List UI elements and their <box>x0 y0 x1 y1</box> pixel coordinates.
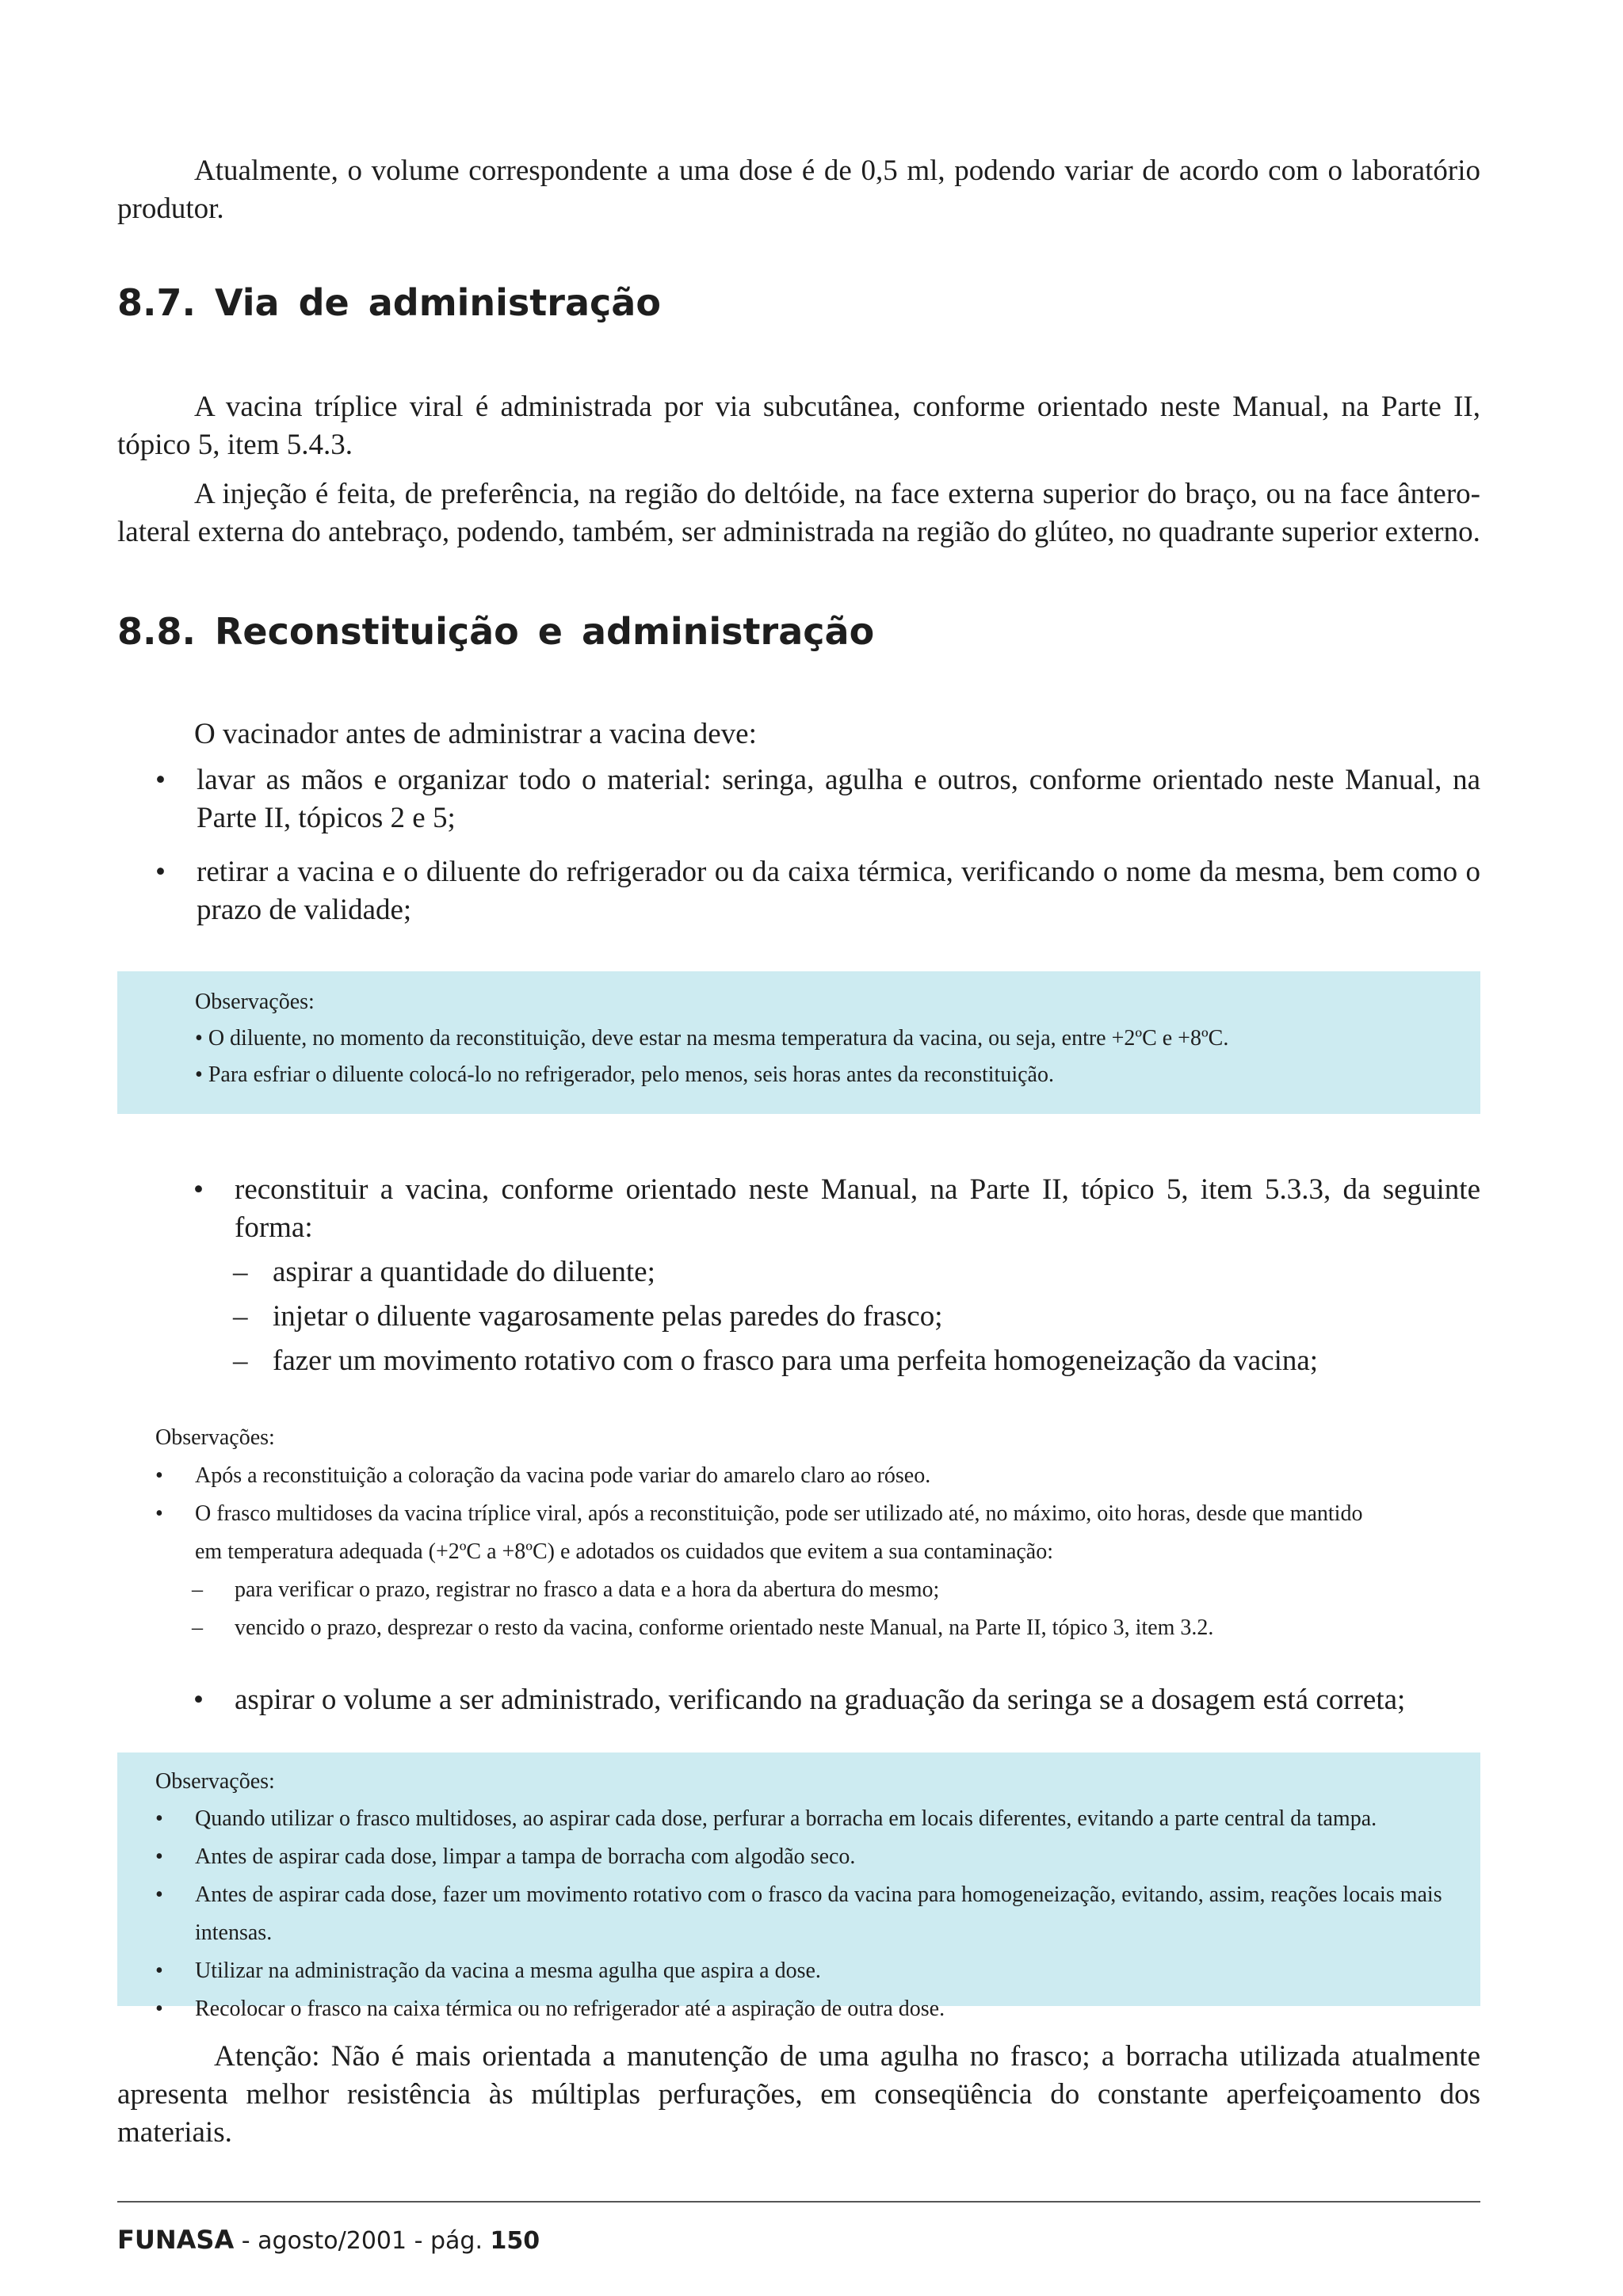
bullet-icon: • <box>155 1882 163 1907</box>
bullet-icon: • <box>193 1684 204 1716</box>
list-item <box>117 1838 1449 1876</box>
observation-text: Utilizar na administração da vacina a mesma agulha que aspira a dose. <box>195 1958 821 1983</box>
bullet-icon: • <box>155 1844 163 1869</box>
observation-continuation: em temperatura adequada (+2ºC a +8ºC) e adotados os cuidados que evitem a sua contaminação: <box>195 1539 1054 1564</box>
observation-subtext: para verificar o prazo, registrar no frasco a data e a hora da abertura do mesmo; <box>235 1577 940 1602</box>
list-item <box>117 1800 1449 1838</box>
observation-text: Antes de aspirar cada dose, fazer um movimento rotativo com o frasco da vacina para homogeneização, evitando, assim, reações locais mais intensas. <box>195 1882 1442 1945</box>
footer-rule <box>117 2201 1480 2203</box>
observation-subtext: vencido o prazo, desprezar o resto da vacina, conforme orientado neste Manual, na Parte II, tópico 3, item 3.2. <box>235 1615 1214 1640</box>
list-item <box>117 761 1480 837</box>
observations-box-1 <box>117 971 1480 1114</box>
bullet-icon: • <box>195 1026 203 1051</box>
dash-icon: – <box>192 1577 203 1602</box>
observation-text: O diluente, no momento da reconstituição, deve estar na mesma temperatura da vacina, ou seja, entre +2ºC e +8ºC. <box>208 1026 1229 1051</box>
step-text: injetar o diluente vagarosamente pelas paredes do frasco; <box>273 1300 943 1333</box>
observations-title: Observações: <box>155 1769 275 1794</box>
observations-title: Observações: <box>155 1425 275 1450</box>
bullet-icon: • <box>155 1806 163 1831</box>
list-item <box>117 1298 1480 1336</box>
list-item <box>195 1057 1480 1093</box>
observation-text: Para esfriar o diluente colocá-lo no refrigerador, pelo menos, seis horas antes da reconstituição. <box>208 1062 1054 1087</box>
bullet-icon: • <box>193 1173 204 1206</box>
dash-icon: – <box>233 1344 248 1377</box>
bullet-icon: • <box>155 856 166 888</box>
footer-brand: FUNASA <box>117 2225 235 2255</box>
list-item <box>117 1571 1480 1609</box>
bullet-icon: • <box>155 1501 163 1526</box>
list-item <box>117 1990 1449 2028</box>
bullet-icon: • <box>155 1463 163 1488</box>
section-heading-8-8: 8.8. Reconstituição e administração <box>117 610 875 653</box>
footer-date: - agosto/2001 - pág. <box>234 2227 491 2255</box>
aspirate-text: aspirar o volume a ser administrado, verificando na graduação da seringa se a dosagem está correta; <box>235 1684 1406 1716</box>
step-text: fazer um movimento rotativo com o frasco para uma perfeita homogeneização da vacina; <box>273 1344 1319 1377</box>
list-item <box>117 853 1480 929</box>
intro-paragraph: Atualmente, o volume correspondente a uma dose é de 0,5 ml, podendo variar de acordo com o laboratório produtor. <box>117 154 1480 225</box>
reconstitute-text: reconstituir a vacina, conforme orientado neste Manual, na Parte II, tópico 5, item 5.3.3, da seguinte forma: <box>235 1173 1480 1244</box>
list-item <box>117 1342 1480 1380</box>
list-item <box>117 1952 1449 1990</box>
observations-box-3 <box>117 1753 1480 2021</box>
prep-item-text: retirar a vacina e o diluente do refrigerador ou da caixa térmica, verificando o nome da mesma, bem como o prazo de validade; <box>197 856 1480 926</box>
attention-paragraph: Atenção: Não é mais orientada a manutenção de uma agulha no frasco; a borracha utilizada atualmente apresenta melhor resistência às múltiplas perfurações, em conseqüência do constante aperfeiçoamento dos materiais. <box>117 2040 1480 2149</box>
page-footer <box>117 2225 540 2255</box>
section-8-7-paragraph-1: A vacina tríplice viral é administrada por via subcutânea, conforme orientado neste Manual, na Parte II, tópico 5, item 5.4.3. <box>117 391 1480 461</box>
observation-text: O frasco multidoses da vacina tríplice viral, após a reconstituição, pode ser utilizado até, no máximo, oito horas, desde que mantido <box>195 1501 1363 1526</box>
bullet-icon: • <box>155 764 166 796</box>
observation-text: Antes de aspirar cada dose, limpar a tampa de borracha com algodão seco. <box>195 1844 856 1869</box>
list-item <box>117 1253 1480 1291</box>
observation-text: Após a reconstituição a coloração da vacina pode variar do amarelo claro ao róseo. <box>195 1463 931 1488</box>
bullet-icon: • <box>155 1997 163 2021</box>
bullet-icon: • <box>195 1062 203 1087</box>
dash-icon: – <box>233 1256 248 1288</box>
section-8-7-paragraph-2: A injeção é feita, de preferência, na região do deltóide, na face externa superior do braço, ou na face ântero-lateral externa do antebraço, podendo, também, ser administrada na região do glúteo, no quadrante superior externo. <box>117 478 1480 548</box>
list-item <box>117 1457 1480 1495</box>
list-item <box>117 1681 1480 1719</box>
dash-icon: – <box>192 1615 203 1640</box>
list-item <box>117 1609 1480 1647</box>
observation-text: Recolocar o frasco na caixa térmica ou no refrigerador até a aspiração de outra dose. <box>195 1997 945 2021</box>
step-text: aspirar a quantidade do diluente; <box>273 1256 655 1288</box>
list-item <box>195 1020 1480 1057</box>
list-item <box>117 1171 1480 1247</box>
bullet-icon: • <box>155 1958 163 1983</box>
list-item <box>117 1876 1449 1952</box>
section-heading-8-7: 8.7. Via de administração <box>117 281 661 324</box>
dash-icon: – <box>233 1300 248 1333</box>
observation-text: Quando utilizar o frasco multidoses, ao aspirar cada dose, perfurar a borracha em locais diferentes, evitando a parte central da tampa. <box>195 1806 1377 1831</box>
list-item <box>117 1495 1480 1533</box>
prep-item-text: lavar as mãos e organizar todo o material: seringa, agulha e outros, conforme orientado neste Manual, na Parte II, tópicos 2 e 5; <box>197 764 1480 834</box>
prep-list <box>117 761 1480 929</box>
section-8-8-lead: O vacinador antes de administrar a vacina deve: <box>194 718 757 750</box>
page-number: 150 <box>490 2227 540 2255</box>
observations-title: Observações: <box>195 990 315 1014</box>
